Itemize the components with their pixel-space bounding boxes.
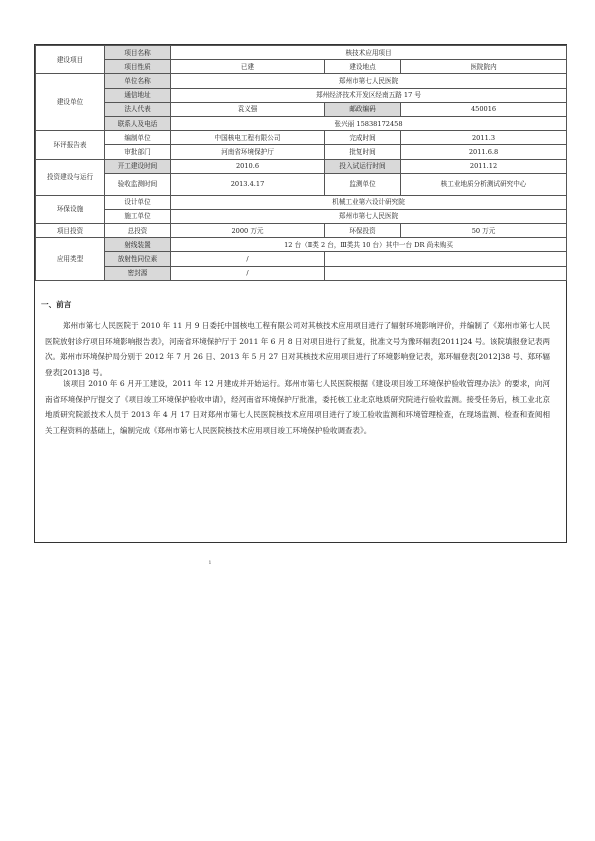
field-value: 张兴丽 15838172458	[171, 116, 567, 130]
category-cell: 环评报告表	[36, 131, 105, 159]
table-row	[36, 102, 567, 116]
category-cell: 环保设施	[36, 195, 105, 223]
field-value: /	[171, 266, 325, 280]
field-value-empty	[325, 266, 567, 280]
table-row	[36, 74, 567, 88]
table-row	[36, 131, 567, 145]
document-frame	[34, 44, 567, 543]
table-row	[36, 252, 567, 266]
table-row	[36, 266, 567, 280]
field-label: 完成时间	[325, 131, 401, 145]
project-info-table	[35, 45, 567, 281]
table-row	[36, 159, 567, 173]
field-value: 2011.12	[401, 159, 567, 173]
field-value: 医院院内	[401, 60, 567, 74]
field-label: 审批部门	[105, 145, 171, 159]
field-value: 2013.4.17	[171, 173, 325, 195]
category-cell: 建设项目	[36, 46, 105, 74]
field-value: 机械工业第六设计研究院	[171, 195, 567, 209]
field-value: 450016	[401, 102, 567, 116]
category-cell: 投资建设与运行	[36, 159, 105, 195]
category-cell: 项目投资	[36, 224, 105, 238]
field-label: 总投资	[105, 224, 171, 238]
field-label: 批复时间	[325, 145, 401, 159]
field-label: 验收监测时间	[105, 173, 171, 195]
field-label: 射线装置	[105, 238, 171, 252]
field-value: 河南省环境保护厅	[171, 145, 325, 159]
field-label: 联系人及电话	[105, 116, 171, 130]
field-value: 中国核电工程有限公司	[171, 131, 325, 145]
field-value: 2000 万元	[171, 224, 325, 238]
table-row	[36, 224, 567, 238]
field-value: /	[171, 252, 325, 266]
field-value: 核工业地质分析测试研究中心	[401, 173, 567, 195]
field-label: 环保投资	[325, 224, 401, 238]
field-label: 编制单位	[105, 131, 171, 145]
field-value: 2011.3	[401, 131, 567, 145]
field-label: 单位名称	[105, 74, 171, 88]
field-label: 放射性同位素	[105, 252, 171, 266]
field-label: 监测单位	[325, 173, 401, 195]
table-row	[36, 195, 567, 209]
field-value: 已建	[171, 60, 325, 74]
table-row	[36, 116, 567, 130]
field-label: 密封源	[105, 266, 171, 280]
field-label: 投入试运行时间	[325, 159, 401, 173]
field-value: 郑州市第七人民医院	[171, 209, 567, 223]
paragraph: 郑州市第七人民医院于 2010 年 11 月 9 日委托中国核电工程有限公司对其核技术应用项目进行了辐射环境影响评价，并编制了《郑州市第七人民医院放射诊疗项目环境影响报告表》，河南省环境保护厅于 2011 年 6 月 8 日对项目进行了批复，批准文号为豫环辐表[2011]24 号。该院填报登记表两次。郑州市环境保护局分别于 2012 年 7 月 26 日、2013 年 5 月 27 日对其核技术应用项目进行了环境影响登记表，郑环辐登表[2012]38 号、郑环辐登表[2013]8 号。	[45, 321, 550, 377]
field-label: 项目名称	[105, 46, 171, 60]
field-label: 法人代表	[105, 102, 171, 116]
field-label: 设计单位	[105, 195, 171, 209]
field-value: 郑州经济技术开发区经南五路 17 号	[171, 88, 567, 102]
category-cell: 应用类型	[36, 238, 105, 281]
field-value: 2011.6.8	[401, 145, 567, 159]
field-label: 邮政编码	[325, 102, 401, 116]
field-label: 通信地址	[105, 88, 171, 102]
field-value: 袁义强	[171, 102, 325, 116]
field-value: 2010.6	[171, 159, 325, 173]
field-value: 12 台（Ⅱ类 2 台，Ⅲ类共 10 台）其中一台 DR 尚未购买	[171, 238, 567, 252]
section-heading: 一、前言	[41, 300, 72, 309]
field-value: 核技术应用项目	[171, 46, 567, 60]
table-row	[36, 46, 567, 60]
table-row	[36, 145, 567, 159]
table-row	[36, 88, 567, 102]
table-row	[36, 173, 567, 195]
field-value: 郑州市第七人民医院	[171, 74, 567, 88]
paragraph: 该项目 2010 年 6 月开工建设，2011 年 12 月建成并开始运行。郑州市第七人民医院根据《建设项目竣工环境保护验收管理办法》的要求，向河南省环境保护厅提交了《项目竣工环境保护验收申请》，经河南省环境保护厅批准，委托核工业北京地质研究院进行验收监测。接受任务后，核工业北京地质研究院派技术人员于 2013 年 4 月 17 日对郑州市第七人民医院核技术应用项目进行了竣工验收监测和环境管理检查，在现场监测、检查和查阅相关工程资料的基础上，编制完成《郑州市第七人民医院核技术应用项目竣工环境保护验收调查表》。	[45, 379, 550, 435]
field-value: 50 万元	[401, 224, 567, 238]
field-label: 项目性质	[105, 60, 171, 74]
page-number: 1	[208, 560, 212, 566]
field-label: 施工单位	[105, 209, 171, 223]
field-label: 建设地点	[325, 60, 401, 74]
field-label: 开工建设时间	[105, 159, 171, 173]
category-cell: 建设单位	[36, 74, 105, 131]
table-row	[36, 60, 567, 74]
table-row	[36, 238, 567, 252]
field-value-empty	[325, 252, 567, 266]
table-row	[36, 209, 567, 223]
